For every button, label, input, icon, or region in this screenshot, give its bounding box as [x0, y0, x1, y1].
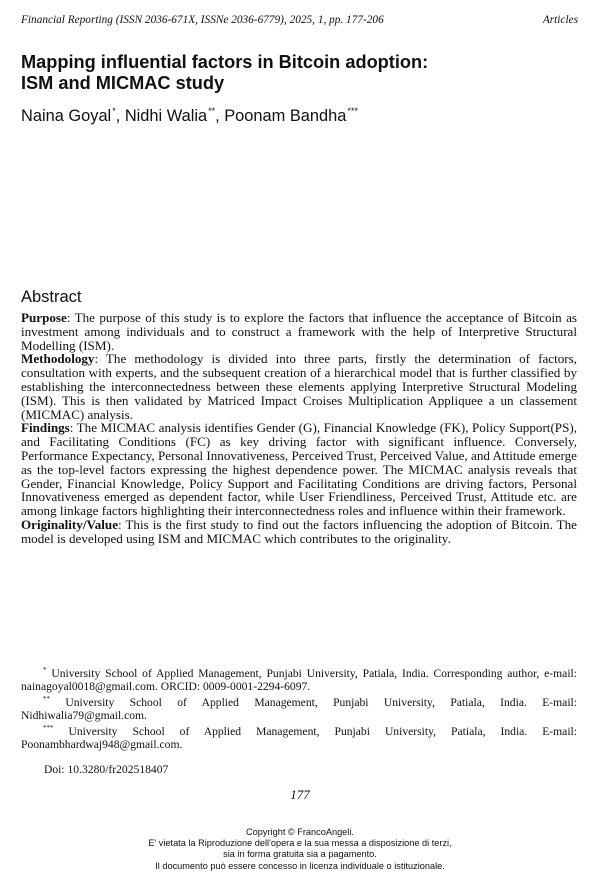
page-number: 177	[290, 787, 310, 802]
abstract-methodology	[21, 352, 577, 421]
footnote-mark: *	[43, 666, 47, 674]
footnote	[21, 693, 577, 722]
section-label-findings: Findings	[21, 420, 70, 436]
author-name: Naina Goyal	[21, 107, 112, 125]
abstract-findings	[21, 421, 577, 518]
journal-citation: Financial Reporting (ISSN 2036-671X, ISSNe 2036-6779), 2025, 1, pp. 177-206	[21, 14, 384, 26]
abstract-purpose	[21, 311, 577, 352]
author-name: Poonam Bandha	[224, 107, 347, 125]
footnote-text: University School of Applied Management, Punjabi University, Patiala, India. E-mail: Poonambhardwaj948@gmail.com.	[21, 725, 577, 751]
section-text-originality: : This is the first study to find out the factors influencing the adoption of Bitcoin. The model is developed using ISM and MICMAC which contributes to the originality.	[21, 516, 577, 546]
section-label-purpose: Purpose	[21, 310, 67, 325]
copyright-notice	[0, 827, 600, 872]
author-list: Naina Goyal*, Nidhi Walia**, Poonam Bandha***	[21, 106, 358, 125]
copyright-line: sia in forma gratuita sia a pagamento.	[223, 849, 377, 860]
copyright-line: Il documento può essere concesso in licenza individuale o istituzionale.	[155, 860, 445, 871]
section-label-originality: Originality/Value	[21, 516, 119, 532]
footnote	[21, 664, 577, 693]
section-text-findings: : The MICMAC analysis identifies Gender (G), Financial Knowledge (FK), Policy Support(PS), and Facilitating Conditions (FC) as key driving factor with significant influence. Conversely, Performance Expectancy, Personal Innovativeness, Perceived Trust, Perceived Value, and Attitude emerge as the top-level factors expressing the highest dependence power. The MICMAC analysis reveals that Gender, Financial Knowledge, Policy Support and Facilitating Conditions are driving factors, Personal Innovativeness emerged as dependent factor, while User Friendliness, Perceived Trust, Attitude etc. are among linkage factors highlighting their interconnectedness roles and influence within their framework.	[21, 420, 577, 519]
section-label-methodology: Methodology	[21, 351, 95, 367]
footnote	[21, 722, 577, 751]
section-label: Articles	[542, 14, 578, 26]
abstract-heading: Abstract	[21, 288, 82, 306]
author-footnote-mark: **	[208, 106, 216, 116]
copyright-line: E' vietata la Riproduzione dell'opera e la sua messa a disposizione di terzi,	[148, 838, 452, 849]
doi: Doi: 10.3280/fr202518407	[44, 763, 169, 776]
abstract-body	[21, 311, 577, 546]
section-text-methodology: : The methodology is divided into three parts, firstly the determination of factors, consultation with experts, and the subsequent creation of a hierarchical model that is further classified by establishing the interconnectedness between these elements applying Interpretive Structural Modeling (ISM). This is then validated by Matriced Impact Croises Multiplication Appliquee a un classement (MICMAC) analysis.	[21, 351, 577, 422]
abstract-originality	[21, 518, 577, 546]
author-name: Nidhi Walia	[124, 107, 208, 125]
title-line-1: Mapping influential factors in Bitcoin adoption:	[21, 52, 429, 72]
author-footnote-mark: ***	[347, 106, 358, 116]
article-title	[21, 52, 581, 94]
running-head	[21, 13, 578, 27]
section-text-purpose: : The purpose of this study is to explore the factors that influence the acceptance of Bitcoin as investment among individuals and to construct a framework with the help of Interpretive Structural Modelling (ISM).	[21, 310, 577, 353]
footnote-mark: **	[43, 695, 50, 704]
footnote-text: University School of Applied Management, Punjabi University, Patiala, India. Corresponding author, e-mail: nainagoyal0018@gmail.com. ORCID: 0009-0001-2294-6097.	[21, 667, 577, 693]
author-footnote-mark: *	[112, 106, 116, 116]
footnote-text: University School of Applied Management, Punjabi University, Patiala, India. E-mail: Nidhiwalia79@gmail.com.	[21, 696, 577, 722]
title-line-2: ISM and MICMAC study	[21, 73, 225, 93]
footnote-mark: ***	[43, 724, 54, 733]
copyright-line: Copyright © FrancoAngeli.	[246, 827, 354, 837]
footnotes	[21, 664, 577, 752]
